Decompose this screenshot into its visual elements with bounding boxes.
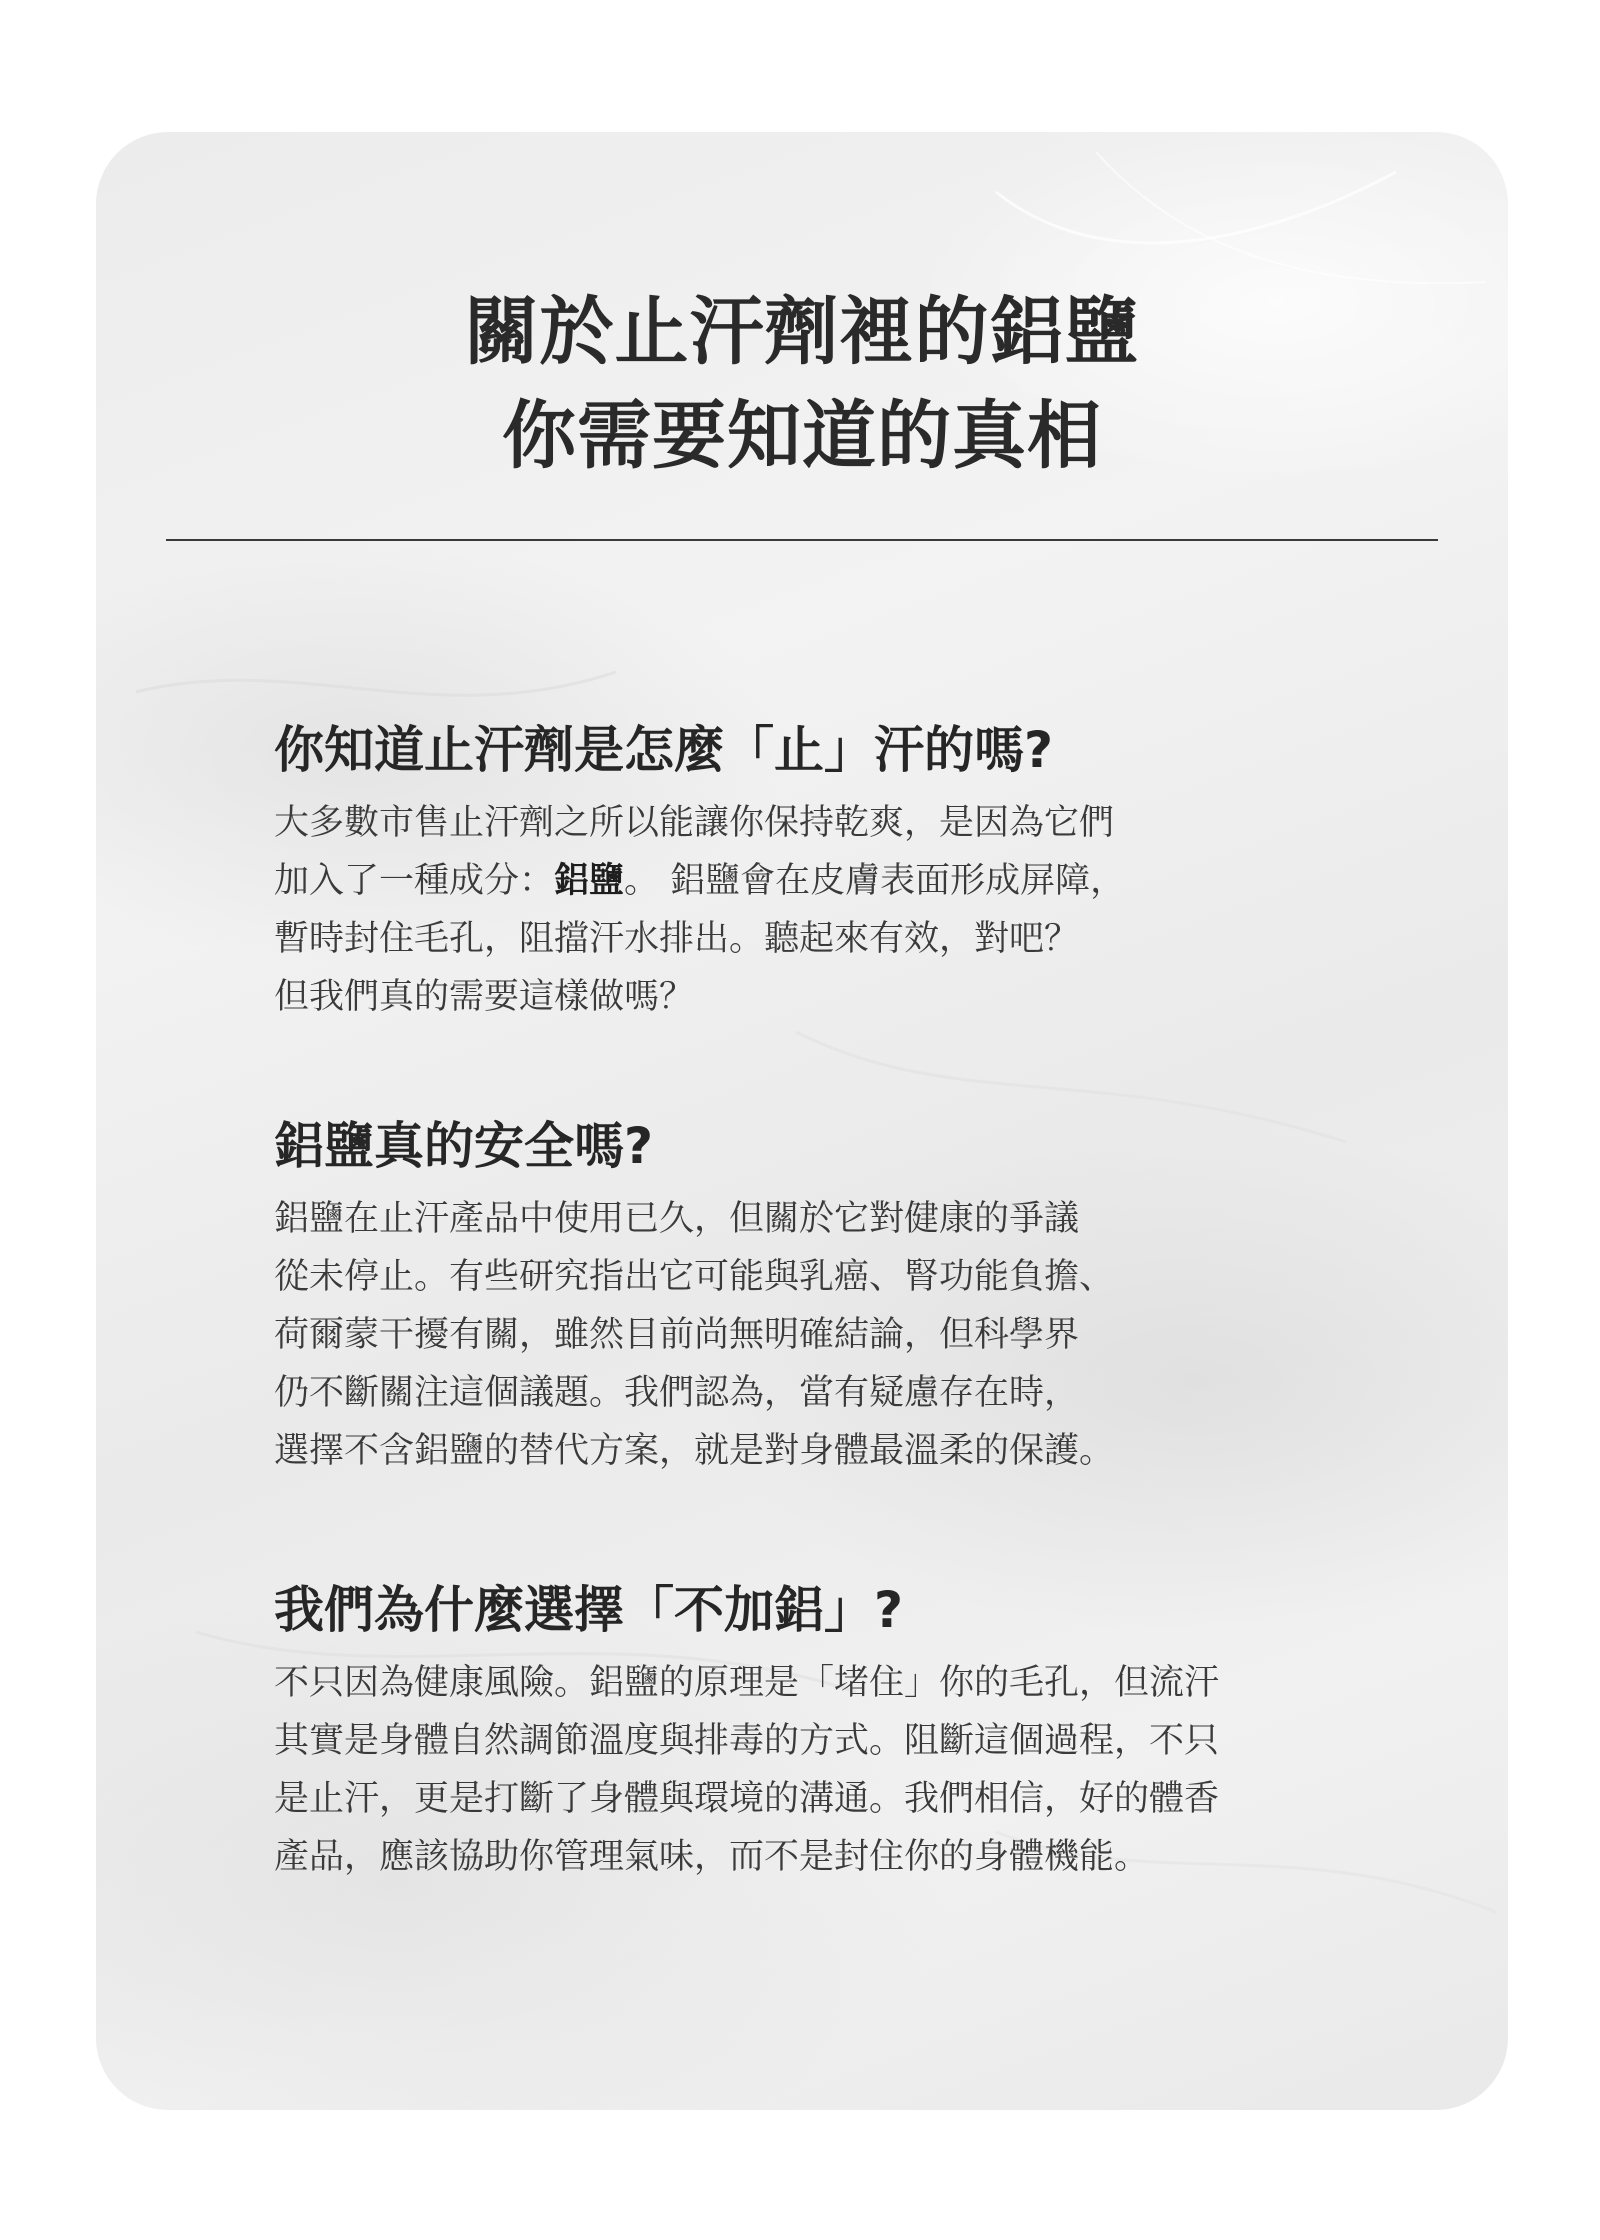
body-line: 但我們真的需要這樣做嗎？ — [274, 977, 695, 1017]
body-line — [274, 852, 1334, 910]
body-line: 是止汗，更是打斷了身體與環境的溝通。我們相信，好的體香 — [274, 1779, 1220, 1819]
body-line: 鋁鹽在止汗產品中使用已久，但關於它對健康的爭議 — [274, 1199, 1080, 1239]
page-title-line-1: 關於止汗劑裡的鋁鹽 — [464, 289, 1140, 375]
section-body — [274, 1654, 1334, 1886]
body-line: 不只因為健康風險。鋁鹽的原理是「堵住」你的毛孔，但流汗 — [274, 1663, 1220, 1703]
page-title-line-2: 你需要知道的真相 — [502, 393, 1102, 479]
section-is-aluminum-safe — [274, 1110, 1334, 1480]
section-why-aluminum-free — [274, 1574, 1334, 1886]
section-body — [274, 794, 1334, 1026]
body-text: 。 鋁鹽會在皮膚表面形成屏障， — [624, 861, 1126, 901]
emphasis-aluminum-salt: 鋁鹽 — [554, 861, 625, 901]
section-heading: 我們為什麼選擇「不加鋁」? — [274, 1581, 904, 1639]
body-line: 仍不斷關注這個議題。我們認為，當有疑慮存在時， — [274, 1373, 1080, 1413]
body-line: 大多數市售止汗劑之所以能讓你保持乾爽，是因為它們 — [274, 803, 1115, 843]
title-divider — [166, 539, 1438, 541]
body-line: 暫時封住毛孔，阻擋汗水排出。聽起來有效，對吧？ — [274, 919, 1080, 959]
section-heading: 鋁鹽真的安全嗎? — [274, 1117, 654, 1175]
content-card — [96, 132, 1508, 2110]
body-line: 荷爾蒙干擾有關，雖然目前尚無明確結論，但科學界 — [274, 1315, 1080, 1355]
section-body — [274, 1190, 1334, 1480]
body-line: 其實是身體自然調節溫度與排毒的方式。阻斷這個過程，不只 — [274, 1721, 1220, 1761]
body-line: 從未停止。有些研究指出它可能與乳癌、腎功能負擔、 — [274, 1257, 1115, 1297]
section-how-antiperspirant-works — [274, 714, 1334, 1026]
body-text: 加入了一種成分： — [274, 861, 555, 901]
body-line: 產品，應該協助你管理氣味，而不是封住你的身體機能。 — [274, 1837, 1150, 1877]
section-heading: 你知道止汗劑是怎麼「止」汗的嗎? — [274, 721, 1054, 779]
body-line: 選擇不含鋁鹽的替代方案，就是對身體最溫柔的保護。 — [274, 1431, 1115, 1471]
